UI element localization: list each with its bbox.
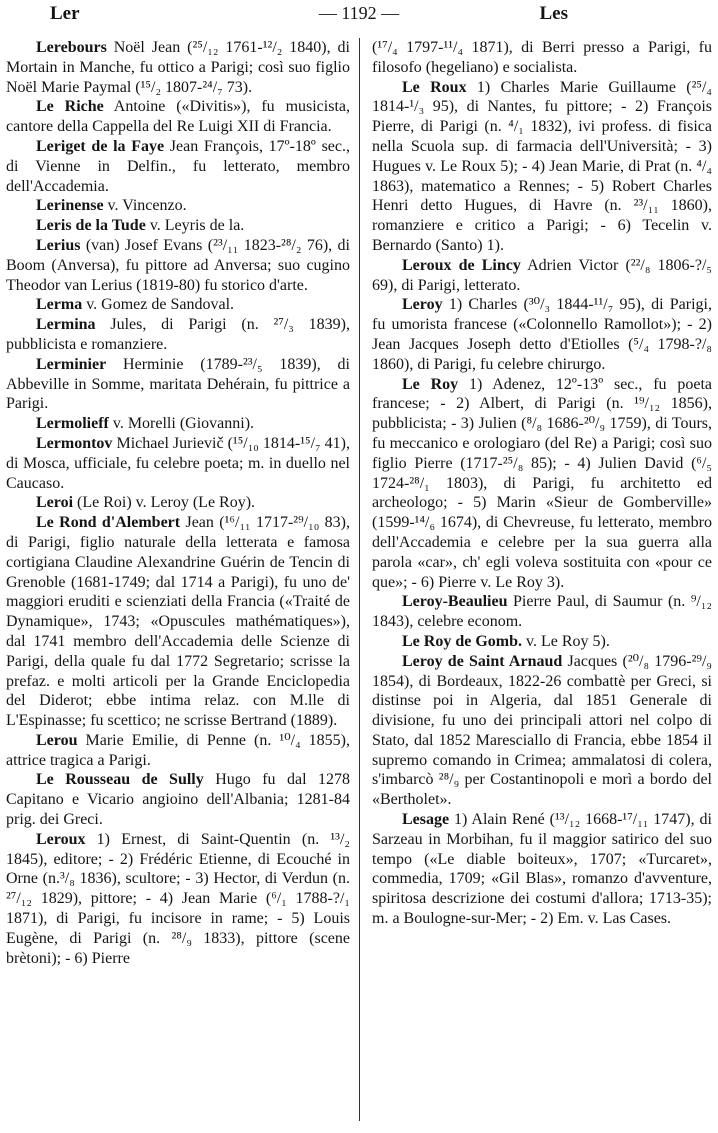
entry-lermina <box>6 315 350 355</box>
entry-text: Noël Jean (²⁵/₁₂ 1761-¹²/₂ 1840), di Mortain in Manche, fu ottico a Parigi; così suo figlio Noël Marie Paymal (¹⁵/₂ 1807-²⁴/₇ 73). <box>6 39 350 96</box>
entry-text: Jean (¹⁶/₁₁ 1717-²⁹/₁₀ 83), di Parigi, figlio naturale della letterata e famosa cortigiana Claudine Alexandrine Guérin de Tencin di Grenoble (1681-1749; dal 1714 a Parigi), fu uno de' maggiori eruditi e scienziati della Francia («Traité de Dynamique», 1743; «Opuscules mathématiques»), dal 1741 membro dell'Accademia delle Scienze di Parigi, della quale fu dal 1772 Segretario; scrisse la prefaz. e molti articoli per la Grande Enciclopedia del Diderot; ebbe intima relaz. con M.lle di L'Espinasse; fu scetticо; ne scrisse Bertrand (1889). <box>6 514 350 730</box>
entry-leroux-de-lincy <box>372 256 712 296</box>
headword: Le Roy de Gomb. <box>402 632 522 650</box>
entry-leroi <box>6 493 350 513</box>
entry-lerminier <box>6 355 350 414</box>
page-number: — 1192 — <box>318 3 400 23</box>
entry-le-roy <box>372 375 712 593</box>
entry-text: Michael Jurievič (¹⁵/₁₀ 1814-¹⁵/₇ 41), di Mosca, ufficiale, fu celebre poeta; m. in duello nel Caucaso. <box>6 434 350 492</box>
entry-text: 1) Charles (³⁰/₃ 1844-¹¹/₇ 95), di Parigi, fu umorista francese («Colonnello Ramollot»); - 2) Jean Jacques Joseph detto d'Etiolles (⁵/₄ 1798-?/₈ 1860), di Parigi, fu celebre chirurgo. <box>372 296 712 373</box>
headword: Le Rousseau de Sully <box>36 771 204 789</box>
entry-leroy-de-saint-arnaud <box>372 652 712 810</box>
entry-text: v. Leyris de la. <box>145 217 245 235</box>
headword: Lerius <box>36 236 81 254</box>
entry-lerma <box>6 295 350 315</box>
headword: Lermontov <box>36 434 113 452</box>
headword: Lermolieff <box>36 415 109 433</box>
entry-lermontov <box>6 434 350 493</box>
entry-leroux-continued <box>372 38 712 78</box>
headword: Leris de la Tude <box>36 217 146 235</box>
entry-leriget-de-la-faye <box>6 137 350 196</box>
entry-text: Hugo fu dal 1278 Capitano e Vicario angioino dell'Albania; 1281-84 prig. dei Greci. <box>6 771 350 829</box>
entry-text: Antoine («Divitis»), fu musicista, cantore della Cappella del Re Luigi XII di Francia. <box>6 98 351 136</box>
entry-le-roy-de-gomb <box>372 632 712 652</box>
headword: Le Roux <box>402 78 467 96</box>
column-divider <box>359 38 360 1121</box>
entry-lerius <box>6 236 350 295</box>
entry-lerebours <box>6 38 350 97</box>
entry-text: v. Vincenzo. <box>103 197 187 215</box>
headword: Le Rond d'Alembert <box>36 514 181 532</box>
headword: Le Roy <box>402 375 459 393</box>
entry-leroy <box>372 295 712 374</box>
headword: Leroy de Saint Arnaud <box>402 652 563 670</box>
entry-text: Pierre Paul, di Saumur (n. ⁹/₁₂ 1843), celebre econom. <box>372 593 712 631</box>
entry-text: 1) Adenez, 12º-13º sec., fu poeta francese; - 2) Albert, di Parigi (n. ¹⁹/₁₂ 1856), pubblicista; - 3) Julien (⁸/₈ 1686-²⁰/₉ 1759), di Tours, fu meccanico e orologiaro (del Re) a Parigi; così suo figlio Pierre (1717-²⁵/₈ 85); - 4) Julien David (⁶/₅ 1724-²⁸/₁ 1803), di Parigi, fu architetto ed archeologo; - 5) Marin «Sieur de Gomberville» (1599-¹⁴/₆ 1674), di Chevreuse, fu letterato, membro dell'Accademia e celebre per la sua guerra alla parola «car», ch' egli voleva sostituita con «pour ce que»; - 6) Pierre v. Le Roy 3). <box>372 375 713 591</box>
headword: Le Riche <box>36 98 104 116</box>
entry-le-rousseau-de-sully <box>6 770 350 829</box>
headword: Leroy-Beaulieu <box>402 593 508 611</box>
headword: Lerinense <box>36 197 104 215</box>
entry-text: (¹⁷/₄ 1797-¹¹/₄ 1871), di Berri presso a Parigi, fu filosofo (hegeliano) e socialista. <box>372 39 712 76</box>
page-header <box>0 3 718 31</box>
entry-text: Adrien Victor (²²/₈ 1806-?/₅ 69), di Parigi, letterato. <box>372 256 712 294</box>
headword: Leroi <box>36 494 74 512</box>
headword: Leriget de la Faye <box>36 137 165 155</box>
entry-le-rond-dalembert <box>6 513 350 731</box>
entry-text: 1) Charles Marie Guillaume (²⁵/₄ 1814-¹/₃ 95), di Nantes, fu pittore; - 2) François Pierre, di Parigi (n. ⁴/₁ 1832), ivi profess. di fisica nella Scuola sup. di farmacia dell'Università; - 3) Hugues v. Le Roux 5); - 4) Jean Marie, di Prat (n. ⁴/₄ 1863), matematico a Rennes; - 5) Robert Charles Henri detto Hugues, di Havre (n. ²³/₁₁ 1860), romanziere e critico a Parigi; - 6) Tecelin v. Bernardo (Santo) 1). <box>372 78 712 254</box>
entry-text: 1) Ernest, di Saint-Quentin (n. ¹³/₂ 1845), editore; - 2) Frédéric Etienne, di Ecouché in Orne (n.³/₈ 1836), scultore; - 3) Hector, di Verdun (n. ²⁷/₁₂ 1829), pittore; - 4) Jean Marie (⁶/₁ 1788-?/₁ 1871), di Parigi, fu incisore in rame; - 5) Louis Eugène, di Parigi (n. ²⁸/₉ 1833), pittore (scene brètoni); - 6) Pierre <box>6 830 350 967</box>
entry-le-riche <box>6 97 350 137</box>
entry-text: Jacques (²⁰/₈ 1796-²⁹/₉ 1854), di Bordeaux, 1822-26 combattè per Greci, si distinse poi in Algeria, dal 1851 Generale di divisione, fu uno dei principali attori nel colpo di Stato, dal 1852 Maresciallo di Francia, ebbe 1854 il supremo comando in Crimea; ammalatosi di colera, s'imbarcò ²⁸/₉ per Costantinopoli e morì a bordo del «Bertholet». <box>372 652 713 809</box>
left-column <box>6 38 350 968</box>
headword: Lesage <box>402 811 450 829</box>
entry-lerou <box>6 731 350 771</box>
entry-text: (van) Josef Evans (²³/₁₁ 1823-²⁸/₂ 76), di Boom (Anversa), fu pittore ad Anversa; suo cugino Theodor van Lerius (1819-80) fu storico d'arte. <box>6 236 350 294</box>
header-left-guideword: Ler <box>50 3 80 24</box>
headword: Lermina <box>36 316 96 334</box>
headword: Lerebours <box>36 39 107 56</box>
entry-text: (Le Roi) v. Leroy (Le Roy). <box>73 494 256 512</box>
entry-text: Jean François, 17º-18º sec., di Vienne in Delfin., fu letterato, membro dell'Accademia. <box>6 137 350 195</box>
entry-lermolieff <box>6 414 350 434</box>
headword: Lerou <box>36 731 78 749</box>
entry-leroux <box>6 830 350 969</box>
entry-le-roux <box>372 78 712 256</box>
entry-lesage <box>372 810 712 929</box>
headword: Leroux <box>36 830 86 848</box>
entry-lerinense <box>6 196 350 216</box>
entry-text: 1) Alain René (¹³/₁₂ 1668-¹⁷/₁₁ 1747), di Sarzeau in Morbihan, fu il maggior satirico del suo tempo («Le diable boiteux», 1707; «Turcaret», commedia, 1709; «Gil Blas», romanzo d'avventure, spiritosa descrizione dei costumi d'allora; 1713-35); m. a Boulogne-sur-Mer; - 2) Em. v. Las Cases. <box>372 811 712 928</box>
entry-text: Herminie (1789-²³/₅ 1839), di Abbeville in Somme, maritata Dehérain, fu pittrice a Parigi. <box>6 355 350 413</box>
header-right-guideword: Les <box>539 3 568 24</box>
entry-text: v. Morelli (Giovanni). <box>108 415 255 433</box>
entry-leris-de-la-tude <box>6 216 350 236</box>
entry-text: Marie Emilie, di Penne (n. ¹⁰/₄ 1855), attrice tragica a Parigi. <box>6 731 350 769</box>
headword: Leroux de Lincy <box>402 256 521 274</box>
headword: Lerminier <box>36 355 107 373</box>
entry-text: v. Le Roy 5). <box>522 632 610 650</box>
entry-leroy-beaulieu <box>372 592 712 632</box>
entry-text: Jules, di Parigi (n. ²⁷/₃ 1839), pubblicista e romanziere. <box>6 316 350 353</box>
headword: Lerma <box>36 296 83 314</box>
entry-text: v. Gomez de Sandoval. <box>82 296 235 314</box>
right-column <box>372 38 712 929</box>
headword: Leroy <box>402 296 443 314</box>
